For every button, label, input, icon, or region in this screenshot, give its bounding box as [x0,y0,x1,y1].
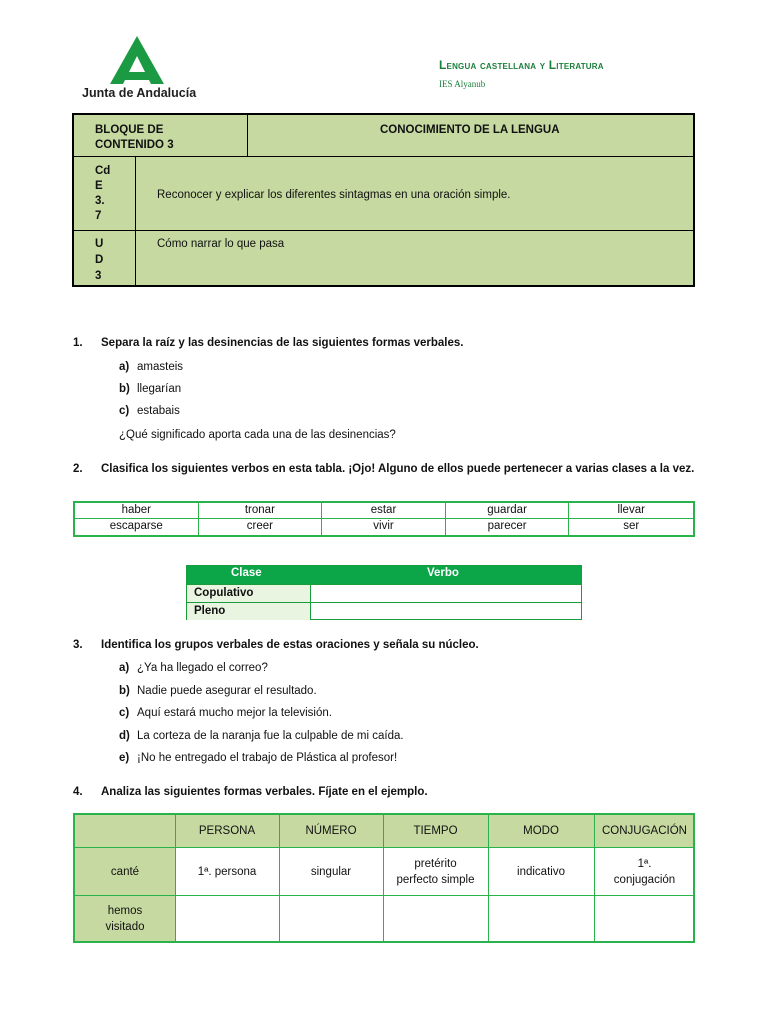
answer-cell[interactable] [488,896,594,941]
verb-cell: estar [322,503,446,519]
verb-analysis-table [73,813,695,943]
verb-cell: ser [623,520,640,532]
answer-cell[interactable] [594,896,695,941]
info-row-cde [74,157,693,231]
clase-table-header: Clase Verbo [187,566,581,584]
table-row: Pleno [187,602,581,620]
answer-cell[interactable] [279,896,383,941]
answer-cell[interactable] [383,896,488,941]
verb-list-table [73,501,695,537]
question-number: 1. [73,337,83,349]
cde-label: Cd E 3. 7 [95,165,111,222]
verb-cell: parecer [446,519,570,535]
verb-cell: escaparse [75,519,199,535]
ud-label: U D 3 [95,238,104,282]
info-row-bloque [74,115,693,157]
analysis-header-row [75,815,693,848]
cde-value: Reconocer y explicar los diferentes sintagmas en una oración simple. [157,189,511,201]
ud-value: Cómo narrar lo que pasa [157,238,285,250]
verb-cell: haber [75,503,199,519]
verb-cell: vivir [322,519,446,535]
verb-cell: creer [199,519,323,535]
header-persona: PERSONA [198,825,256,837]
header-tiempo: TIEMPO [413,825,458,837]
question-text: Separa la raíz y las desinencias de las siguientes formas verbales. [101,337,464,349]
verb-cell: llevar [569,503,693,519]
andalucia-a-icon [110,36,164,84]
clase-verbo-table [186,565,582,620]
header-modo: MODO [523,825,559,837]
bloque-value: CONOCIMIENTO DE LA LENGUA [380,124,560,136]
verb-cell: tronar [199,503,323,519]
table-row: canté 1ª. persona singular pretérito perfecto simple indicativo 1ª. conjugación [75,848,693,896]
table-row: Copulativo [187,584,581,602]
logo-text: Junta de Andalucía [82,86,197,100]
verb-cell: guardar [446,503,570,519]
school-name: IES Alyanub [439,79,486,89]
bloque-label: BLOQUE DE CONTENIDO 3 [95,124,174,151]
answer-cell[interactable] [175,896,279,941]
info-table [72,113,695,287]
header-conjugacion: CONJUGACIÓN [602,825,687,837]
table-row: hemos visitado [75,896,693,941]
header-numero: NÚMERO [305,825,357,837]
subject-title: Lengua castellana y Literatura [439,58,604,72]
info-row-ud [74,231,693,287]
junta-andalucia-logo [82,36,202,102]
